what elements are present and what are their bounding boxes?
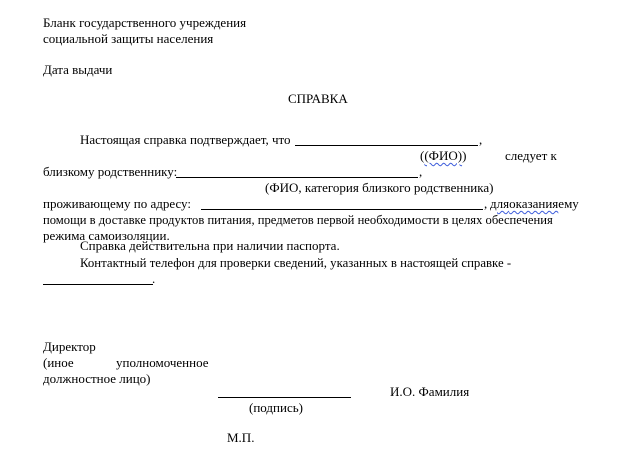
signature-blank-line (218, 397, 351, 398)
paragraph-1-start: Настоящая справка подтверждает, что (80, 132, 291, 147)
director-label: Директор (43, 339, 96, 354)
relative-label: близкому родственнику: (43, 164, 178, 179)
contact-line: Контактный телефон для проверки сведений, указанных в настоящей справке - (80, 256, 512, 270)
institution-line-1: Бланк государственного учреждения (43, 15, 247, 30)
document-title: СПРАВКА (288, 91, 348, 106)
address-comma: , (484, 196, 488, 211)
address-label: проживающему по адресу: (43, 196, 192, 211)
fio-comma: , (479, 132, 483, 147)
word-for: для (490, 196, 510, 211)
contact-blank-line (43, 284, 153, 285)
address-line-end (490, 196, 578, 212)
passport-note: Справка действительна при наличии паспорта. (80, 238, 340, 253)
other-official-line-1b: уполномоченное (116, 355, 209, 370)
relative-hint: (ФИО, категория близкого родственника) (265, 180, 494, 195)
word-him: ему (558, 196, 579, 211)
word-providing: оказания (509, 196, 559, 211)
relative-blank-line (176, 177, 418, 178)
fio-hint-text: (ФИО) (424, 148, 463, 163)
fio-hint: ((ФИО)) (420, 148, 467, 163)
relative-comma: , (419, 164, 423, 179)
official-name: И.О. Фамилия (390, 384, 470, 399)
paragraph-line-4: режима самоизоляции. (43, 228, 170, 243)
signature-hint: (подпись) (249, 400, 303, 415)
fio-blank-line (295, 145, 478, 146)
institution-line-2: социальной защиты населения (43, 31, 214, 46)
stamp-placeholder: М.П. (227, 430, 255, 445)
contact-end: . (152, 271, 156, 286)
follows-to: следует к (505, 148, 557, 163)
other-official-line-2: должностное лицо) (43, 371, 151, 386)
address-blank-line (201, 209, 483, 210)
issue-date-label: Дата выдачи (43, 62, 113, 77)
other-official-line-1a: (иное (43, 355, 74, 370)
paragraph-line-3: помощи в доставке продуктов питания, предметов первой необходимости в целях обеспечения (43, 213, 553, 227)
